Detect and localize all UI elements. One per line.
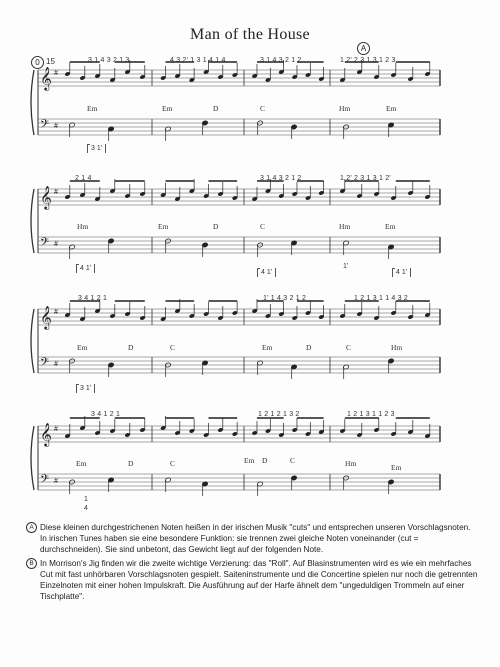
chord-symbol: Em [385,222,396,231]
chord-symbol: Em [76,459,87,468]
chord-symbol: Hm [391,343,403,352]
chord-symbol: C [290,456,296,465]
footnote-text: Diese kleinen durchgestrichenen Noten heißen in der irischen Musik "cuts" und entsprechen unseren Vorschlagsnoten. In irischen Tunes haben sie eine besondere Funktion: sie trennen zwei gleiche Noten voneinander (cut = durchschneiden). Sie sind unbetont, das Gewicht liegt auf der folgenden Note. [40,523,471,555]
treble-clef-icon: 𝄞 [40,422,52,446]
fingering: 1 2 1 3 1 1 2 3 [347,411,395,418]
sharp-icon: # [54,476,58,485]
chord-symbol: Em [162,104,173,113]
chord-symbol: C [170,343,176,352]
staff-brace [31,70,34,135]
chord-symbol: D [213,222,219,231]
chord-symbol: Hm [77,222,89,231]
treble-clef-icon: 𝄞 [40,66,52,90]
sharp-icon: # [54,121,58,130]
chord-symbol: Hm [339,222,351,231]
treble-clef-icon: 𝄞 [40,305,52,329]
staff-brace [31,309,34,373]
track-number: 15 [46,57,55,66]
page-title: Man of the House [190,26,310,43]
bass-fingering: 1 [84,496,88,503]
sharp-icon: # [54,359,58,368]
chord-symbol: C [170,459,176,468]
fingering: 2 1 4 [75,175,92,182]
chord-symbol: C [260,104,266,113]
chord-symbol: D [128,343,134,352]
bass-fingering: 4 [84,505,88,512]
chord-symbol: Em [77,343,88,352]
fingering: 4 3 2' 1 3 1 4 1 4 [170,57,226,64]
chord-symbol: Em [386,104,397,113]
sharp-icon: # [54,68,58,77]
footnote-marker-a: A [357,42,370,55]
fingering: 1 2 1 2 1 3 2 [258,411,300,418]
fingering: 3 1 4 3 2 1 3 [88,57,130,64]
sharp-icon: # [54,424,58,433]
chord-symbol: C [346,343,352,352]
fingering-box: 3 1' [87,144,106,153]
footnotes [28,522,478,604]
bass-clef-icon: 𝄢 [40,356,50,372]
chord-symbol: Em [262,343,273,352]
staff-brace [31,426,34,490]
fingering: 3 1 4 3 2 1 2 [260,175,302,182]
fingering: 1 2' 2 3 1 3 1 2' [340,175,391,182]
chord-symbol: Hm [345,459,357,468]
bass-fingering: 1' [343,263,349,270]
fingering: 3 4 1 2 1 [78,295,108,302]
treble-clef-icon: 𝄞 [40,185,52,209]
chord-symbol: Em [158,222,169,231]
chord-symbol: Em [391,463,402,472]
fingering: 3 4 1 2 1 [91,411,121,418]
footnote-text: In Morrison's Jig finden wir die zweite wichtige Verzierung: das "Roll". Auf Blasinstrumenten wird es wie ein mehrfaches Cut mit fast unhörbaren Vorschlagsnoten gespielt. Saiteninstrumente und die Concertine spielen nur noch die getrennten Einzelnoten mit einer hohen Impulskraft. Die Ausführung auf der Harfe ähnelt dem "ungeduldigen Trommeln auf einer Tischplatte". [40,558,478,602]
sharp-icon: # [54,307,58,316]
chord-symbol: Em [244,456,255,465]
footnote-b [28,558,478,603]
fingering-box: 4 1' [392,268,411,277]
bass-clef-icon: 𝄢 [40,236,50,252]
fingering: 3 1 4 3 2 1 2 [260,57,302,64]
fingering: 1' 1 4 3 2 1 2 [263,295,307,302]
bass-clef-icon: 𝄢 [40,473,50,489]
chord-symbol: D [128,459,134,468]
fingering: 1 2 1 3 1 1 4 3 2 [354,295,408,302]
chord-symbol: Hm [339,104,351,113]
track-marker: 0 [31,56,44,69]
chord-symbol: D [213,104,219,113]
chord-symbol: Em [87,104,98,113]
chord-symbol: C [260,222,266,231]
footnote-marker: B [26,558,37,569]
footnote-marker: A [26,522,37,533]
bass-clef-icon: 𝄢 [40,118,50,134]
chord-symbol: D [306,343,312,352]
chord-symbol: D [262,456,268,465]
fingering-box: 4 1' [76,264,95,273]
fingering-box: 3 1' [76,384,95,393]
fingering-box: 4 1' [257,268,276,277]
sharp-icon: # [54,187,58,196]
staff-brace [31,189,34,253]
sharp-icon: # [54,239,58,248]
footnote-a [28,522,478,556]
fingering: 1 2' 2 3 1 3 1 2 3 [340,57,396,64]
